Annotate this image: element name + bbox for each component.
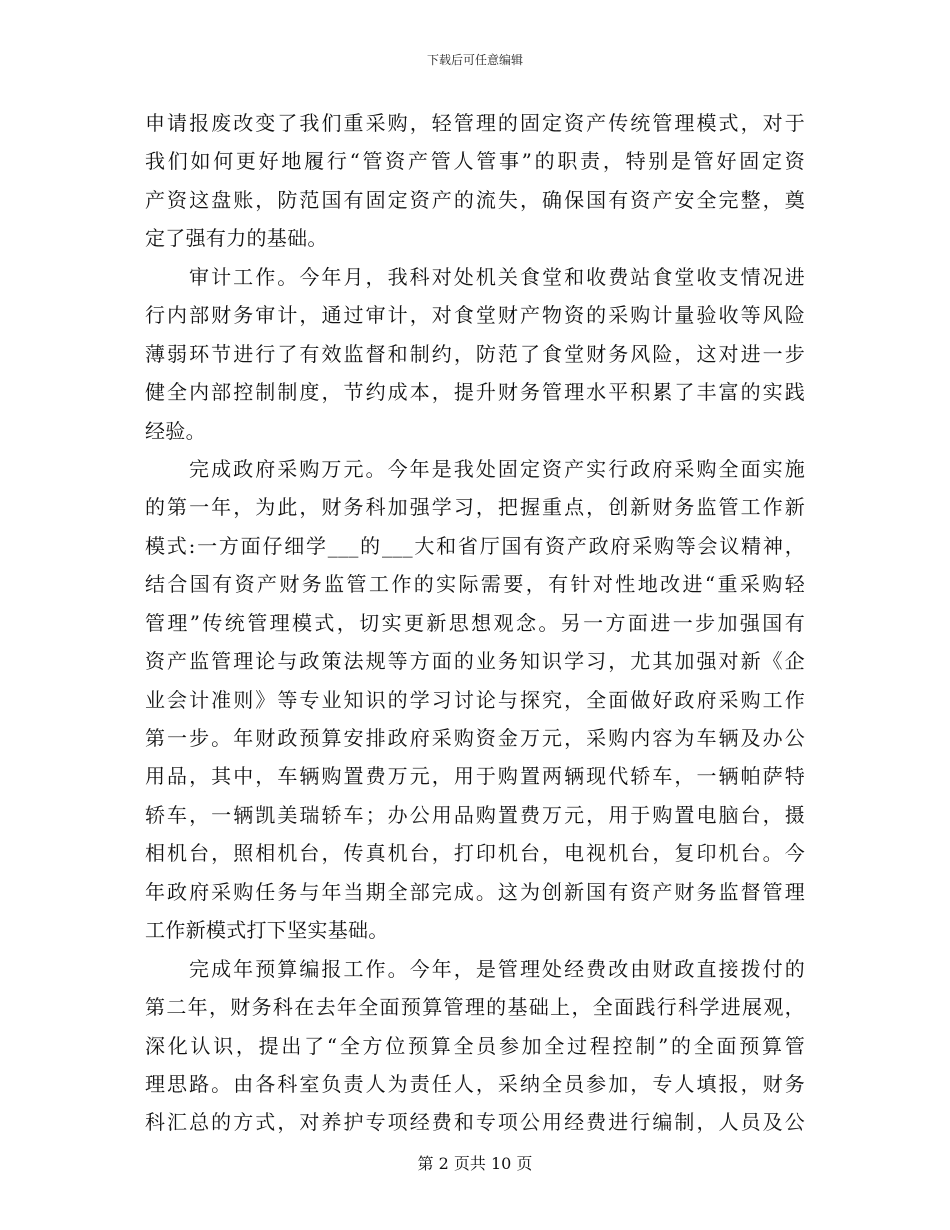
paragraph-start-line: 完成政府采购万元。今年是我处固定资产实行政府采购全面实施 (189, 456, 805, 481)
text-line: 的第一年，为此，财务科加强学习，把握重点，创新财务监管工作新 (145, 495, 805, 520)
text-line: 轿车，一辆凯美瑞轿车；办公用品购置费万元，用于购置电脑台，摄 (145, 802, 805, 827)
text-line: 经验。 (145, 418, 206, 443)
text-line: 定了强有力的基础。 (145, 226, 328, 251)
paragraph-start-line: 完成年预算编报工作。今年，是管理处经费改由财政直接拨付的 (189, 956, 805, 981)
text-line: 薄弱环节进行了有效监督和制约，防范了食堂财务风险，这对进一步 (145, 341, 805, 366)
page-header-note: 下载后可任意编辑 (426, 53, 523, 67)
text-line: 第一步。年财政预算安排政府采购资金万元，采购内容为车辆及办公 (145, 726, 805, 750)
document-body (145, 104, 805, 1142)
text-line: 理思路。由各科室负责人为责任人，采纳全员参加，专人填报，财务 (145, 1071, 805, 1096)
text-line: 用品，其中，车辆购置费万元，用于购置两辆现代轿车，一辆帕萨特 (145, 764, 805, 789)
text-line: 科汇总的方式，对养护专项经费和专项公用经费进行编制，人员及公 (145, 1110, 805, 1135)
text-line: 第二年，财务科在去年全面预算管理的基础上，全面践行科学进展观， (145, 995, 805, 1020)
text-line: 我们如何更好地履行“管资产管人管事”的职责，特别是管好固定资 (145, 149, 805, 174)
text-line: 工作新模式打下坚实基础。 (145, 918, 389, 943)
paragraph-start-line: 审计工作。今年月，我科对处机关食堂和收费站食堂收支情况进 (189, 264, 805, 289)
text-line: 结合国有资产财务监管工作的实际需要，有针对性地改进“重采购轻 (145, 572, 805, 597)
text-line: 行内部财务审计，通过审计，对食堂财产物资的采购计量验收等风险 (145, 303, 805, 328)
page-number: 第 2 页共 10 页 (417, 1154, 533, 1173)
text-line: 健全内部控制制度，节约成本，提升财务管理水平积累了丰富的实践 (145, 380, 805, 405)
text-line: 资产监管理论与政策法规等方面的业务知识学习，尤其加强对新《企 (145, 649, 805, 674)
text-line: 管理”传统管理模式，切实更新思想观念。另一方面进一步加强国有 (145, 610, 805, 635)
text-line: 产资这盘账，防范国有固定资产的流失，确保国有资产安全完整，奠 (145, 187, 805, 212)
text-line: 业会计准则》等专业知识的学习讨论与探究，全面做好政府采购工作 (145, 687, 805, 712)
text-line: 年政府采购任务与年当期全部完成。这为创新国有资产财务监督管理 (145, 879, 805, 904)
text-line: 申请报废改变了我们重采购，轻管理的固定资产传统管理模式，对于 (145, 111, 805, 135)
text-line: 模式:一方面仔细学___的___大和省厅国有资产政府采购等会议精神， (145, 533, 805, 558)
text-line: 相机台，照相机台，传真机台，打印机台，电视机台，复印机台。今 (145, 841, 805, 866)
text-line: 深化认识，提出了“全方位预算全员参加全过程控制”的全面预算管 (145, 1033, 805, 1058)
